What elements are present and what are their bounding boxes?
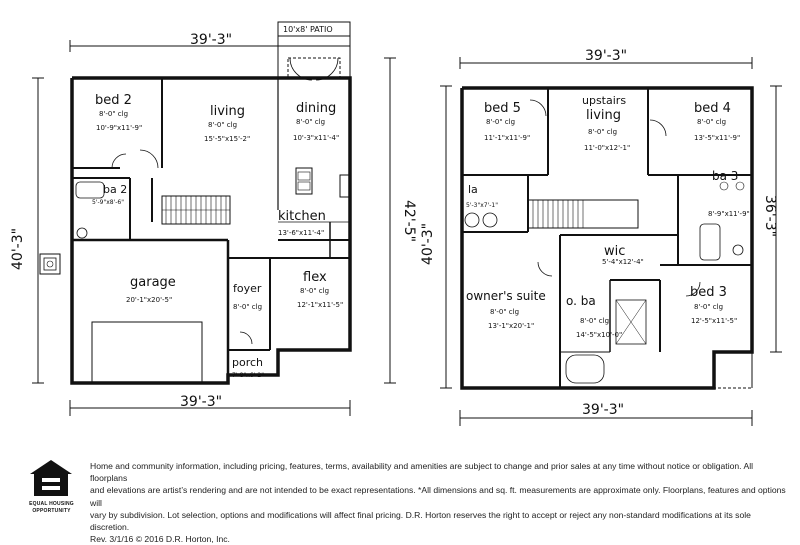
bed2-size: 10'-9"x11'-9" (96, 124, 143, 132)
first-floor-plan (32, 22, 396, 416)
equal-housing-line1: EQUAL HOUSING (29, 501, 74, 507)
upstairs-living-ceiling: 8'-0" clg (588, 128, 618, 136)
obath-ceiling: 8'-0" clg (580, 317, 610, 325)
obath-name: o. ba (566, 294, 596, 308)
ba3-size: 8'-9"x11'-9" (708, 210, 750, 218)
sf-width-top: 39'-3" (585, 48, 628, 64)
flex-ceiling: 8'-0" clg (300, 287, 330, 295)
garage-size: 20'-1"x20'-5" (126, 296, 173, 304)
disclaimer-line: Rev. 3/1/16 © 2016 D.R. Horton, Inc. (90, 534, 230, 545)
living-ceiling: 8'-0" clg (208, 121, 238, 129)
kitchen-size: 13'-6"x11'-4" (278, 229, 325, 237)
ba2-name: ba 2 (103, 183, 128, 196)
upstairs-living-size: 11'-0"x12'-1" (584, 144, 631, 152)
garage-name: garage (130, 275, 176, 290)
bed3-name: bed 3 (690, 285, 727, 300)
owners-suite-ceiling: 8'-0" clg (490, 308, 520, 316)
la-size: 5'-3"x7'-1" (466, 202, 498, 209)
kitchen-name: kitchen (278, 209, 326, 224)
equal-housing-icon (28, 458, 74, 498)
porch-size: 7'-8"x6'-2" (232, 372, 264, 379)
equal-housing-line2: OPPORTUNITY (32, 508, 71, 514)
upstairs-living-name-1: upstairs (582, 94, 627, 107)
disclaimer-line: vary by subdivision. Lot selection, options and modifications will affect final pricing. D.R. Horton reserves the right to accept or reject any non-standard modifications at its sole discretion. (90, 509, 751, 533)
bed2-ceiling: 8'-0" clg (99, 110, 129, 118)
bed5-size: 11'-1"x11'-9" (484, 134, 531, 142)
bed3-ceiling: 8'-0" clg (694, 303, 724, 311)
ba2-size: 5'-9"x8'-6" (92, 199, 124, 206)
flex-size: 12'-1"x11'-5" (297, 301, 344, 309)
ff-depth-left: 40'-3" (10, 227, 26, 270)
disclaimer-line: and elevations are artist’s rendering and are not intended to be exact representations. *All dimensions and sq. ft. measurements are approximate only. Floorplans, features and options will (90, 485, 786, 508)
upstairs-living-name-2: living (586, 108, 622, 123)
bed4-ceiling: 8'-0" clg (697, 118, 727, 126)
bed2-name: bed 2 (95, 93, 132, 108)
obath-size: 14'-5"x10'-0" (576, 331, 623, 339)
porch-name: porch (232, 356, 264, 369)
disclaimer-line: Home and community information, including pricing, features, terms, availability and amenities are subject to change and prior sales at any time without notice or obligation. All floorplans (90, 461, 754, 484)
sf-depth-right: 36'-3" (762, 195, 778, 238)
patio-label: 10'x8' PATIO (283, 25, 333, 34)
bed3-size: 12'-5"x11'-5" (691, 317, 738, 325)
bed4-name: bed 4 (694, 101, 731, 116)
flex-name: flex (303, 270, 327, 285)
foyer-name: foyer (233, 282, 262, 295)
owners-suite-size: 13'-1"x20'-1" (488, 322, 535, 330)
equal-housing-logo (24, 458, 79, 516)
living-name: living (210, 104, 246, 119)
dining-name: dining (296, 101, 337, 116)
bed5-ceiling: 8'-0" clg (486, 118, 516, 126)
owners-suite-name: owner's suite (466, 289, 546, 303)
ff-width-top: 39'-3" (190, 32, 233, 48)
ff-depth-right: 42'-5" (401, 200, 417, 243)
dining-ceiling: 8'-0" clg (296, 118, 326, 126)
sf-depth-left: 40'-3" (420, 222, 436, 265)
la-name: la (468, 183, 478, 196)
sf-width-bottom: 39'-3" (582, 402, 625, 418)
ba3-name: ba 3 (712, 169, 739, 183)
dining-size: 10'-3"x11'-4" (293, 134, 340, 142)
living-size: 15'-5"x15'-2" (204, 135, 251, 143)
bed5-name: bed 5 (484, 101, 521, 116)
bed4-size: 13'-5"x11'-9" (694, 134, 741, 142)
ff-width-bottom: 39'-3" (180, 394, 223, 410)
disclaimer-text (90, 460, 790, 545)
wic-name: wic (604, 244, 626, 259)
wic-size: 5'-4"x12'-4" (602, 258, 644, 266)
foyer-ceiling: 8'-0" clg (233, 303, 263, 311)
